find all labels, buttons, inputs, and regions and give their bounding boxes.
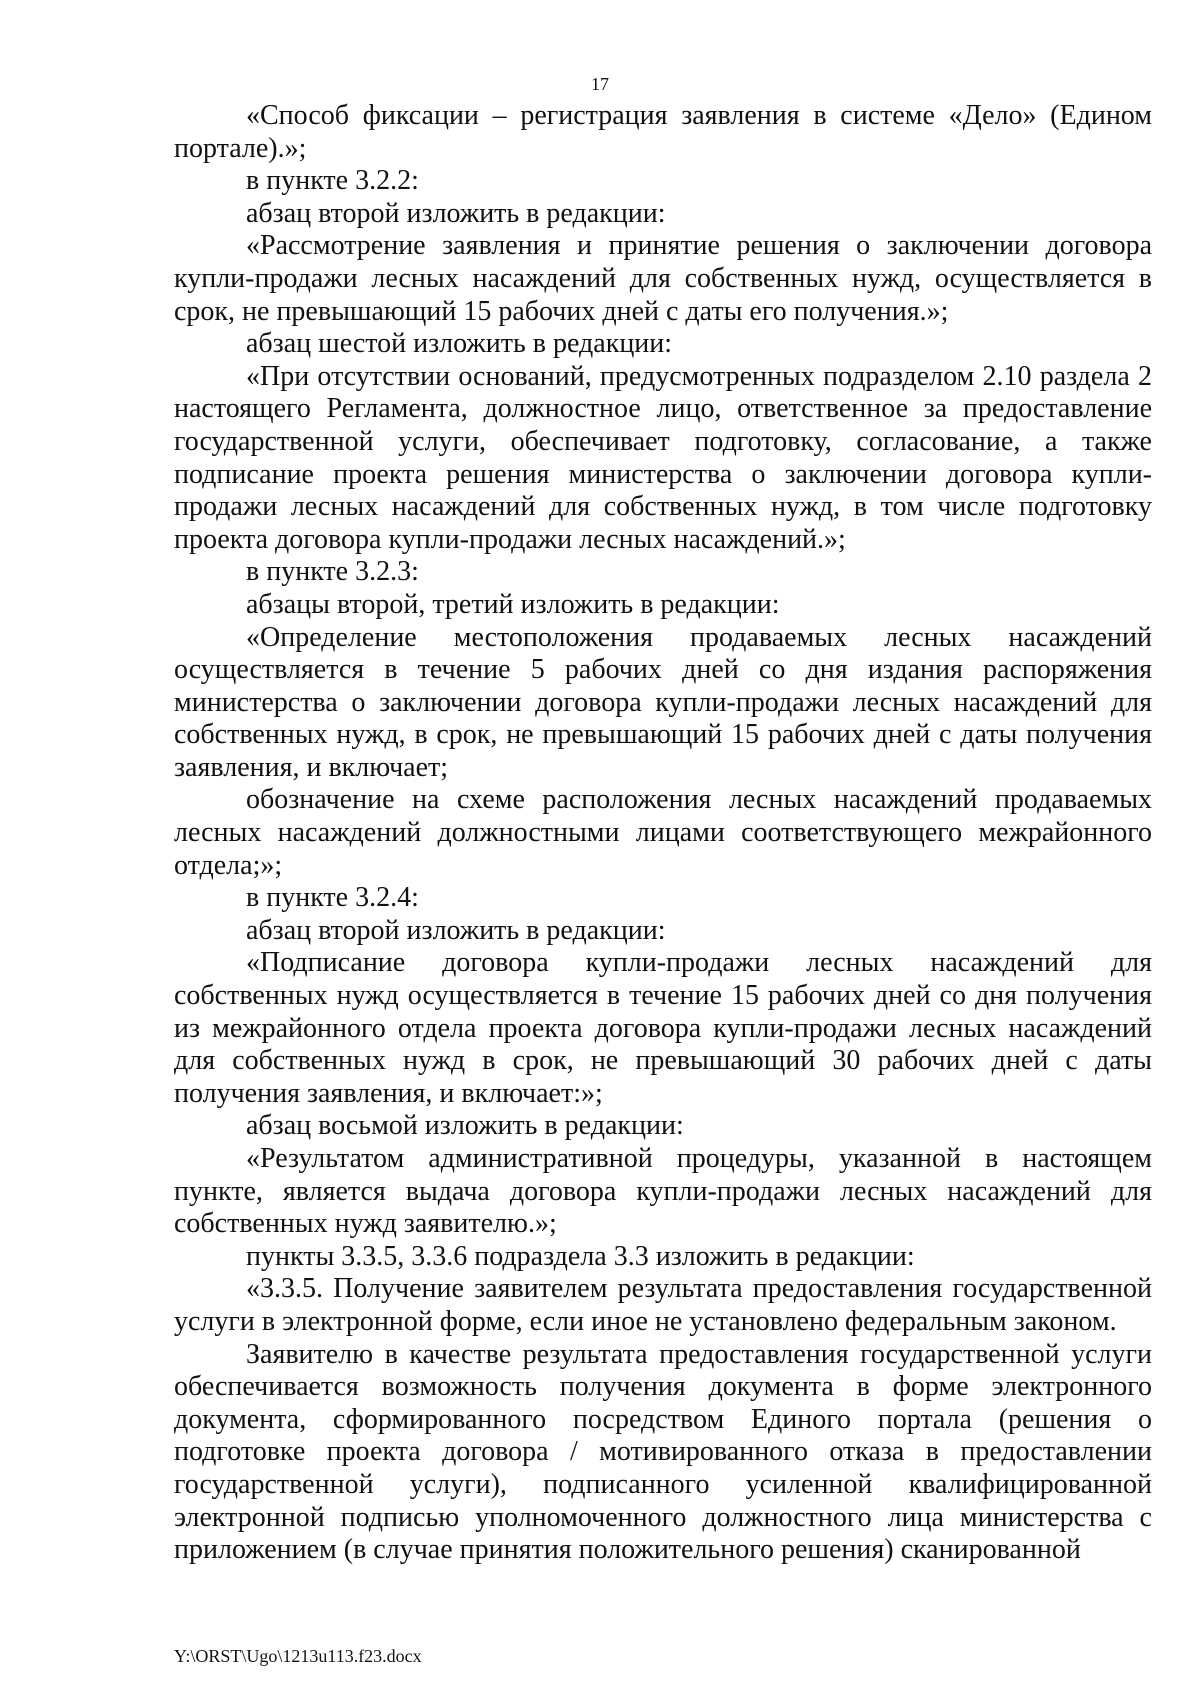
- paragraph: «Способ фиксации – регистрация заявления в системе «Дело» (Едином портале).»;: [174, 100, 1152, 164]
- paragraph: абзацы второй, третий изложить в редакции:: [246, 588, 780, 620]
- paragraph: в пункте 3.2.3:: [246, 556, 419, 588]
- paragraph: абзац второй изложить в редакции:: [246, 197, 666, 229]
- page-number: 17: [591, 74, 609, 94]
- footer-file-path: Y:\ORST\Ugo\1213u113.f23.docx: [174, 1646, 422, 1666]
- document-body: [174, 100, 1152, 1567]
- paragraph: абзац восьмой изложить в редакции:: [246, 1110, 684, 1142]
- paragraph: «Подписание договора купли-продажи лесных насаждений для собственных нужд осуществляется в течение 15 рабочих дней со дня получения из межрайонного отдела проекта договора купли-продажи лесных насаждений для собственных нужд в срок, не превышающий 30 рабочих дней с даты получения заявления, и включает:»;: [174, 947, 1152, 1109]
- paragraph: «Результатом административной процедуры, указанной в настоящем пункте, является выдача договора купли-продажи лесных насаждений для собственных нужд заявителю.»;: [174, 1143, 1152, 1240]
- paragraph: в пункте 3.2.4:: [246, 882, 419, 914]
- paragraph: пункты 3.3.5, 3.3.6 подраздела 3.3 изложить в редакции:: [246, 1240, 915, 1272]
- paragraph: Заявителю в качестве результата предоставления государственной услуги обеспечивается возможность получения документа в форме электронного документа, сформированного посредством Единого портала (решения о подготовке проекта договора / мотивированного отказа в предоставлении государственной услуги), подписанного усиленной квалифицированной электронной подписью уполномоченного должностного лица министерства с приложением (в случае принятия положительного решения) сканированной: [174, 1338, 1152, 1566]
- paragraph: абзац шестой изложить в редакции:: [246, 328, 673, 360]
- paragraph: «При отсутствии оснований, предусмотренных подразделом 2.10 раздела 2 настоящего Регламента, должностное лицо, ответственное за предоставление государственной услуги, обеспечивает подготовку, согласование, а также подписание проекта решения министерства о заключении договора купли-продажи лесных насаждений для собственных нужд, в том числе подготовку проекта договора купли-продажи лесных насаждений.»;: [174, 360, 1152, 555]
- paragraph: обозначение на схеме расположения лесных насаждений продаваемых лесных насаждений должностными лицами соответствующего межрайонного отдела;»;: [174, 784, 1152, 881]
- paragraph: «3.3.5. Получение заявителем результата предоставления государственной услуги в электронной форме, если иное не установлено федеральным законом.: [174, 1273, 1152, 1337]
- paragraph: в пункте 3.2.2:: [246, 165, 419, 197]
- paragraph: абзац второй изложить в редакции:: [246, 914, 666, 946]
- paragraph: «Определение местоположения продаваемых лесных насаждений осуществляется в течение 5 рабочих дней со дня издания распоряжения министерства о заключении договора купли-продажи лесных насаждений для собственных нужд, в срок, не превышающий 15 рабочих дней с даты получения заявления, и включает;: [174, 621, 1152, 783]
- paragraph: «Рассмотрение заявления и принятие решения о заключении договора купли-продажи лесных насаждений для собственных нужд, осуществляется в срок, не превышающий 15 рабочих дней с даты его получения.»;: [174, 230, 1152, 327]
